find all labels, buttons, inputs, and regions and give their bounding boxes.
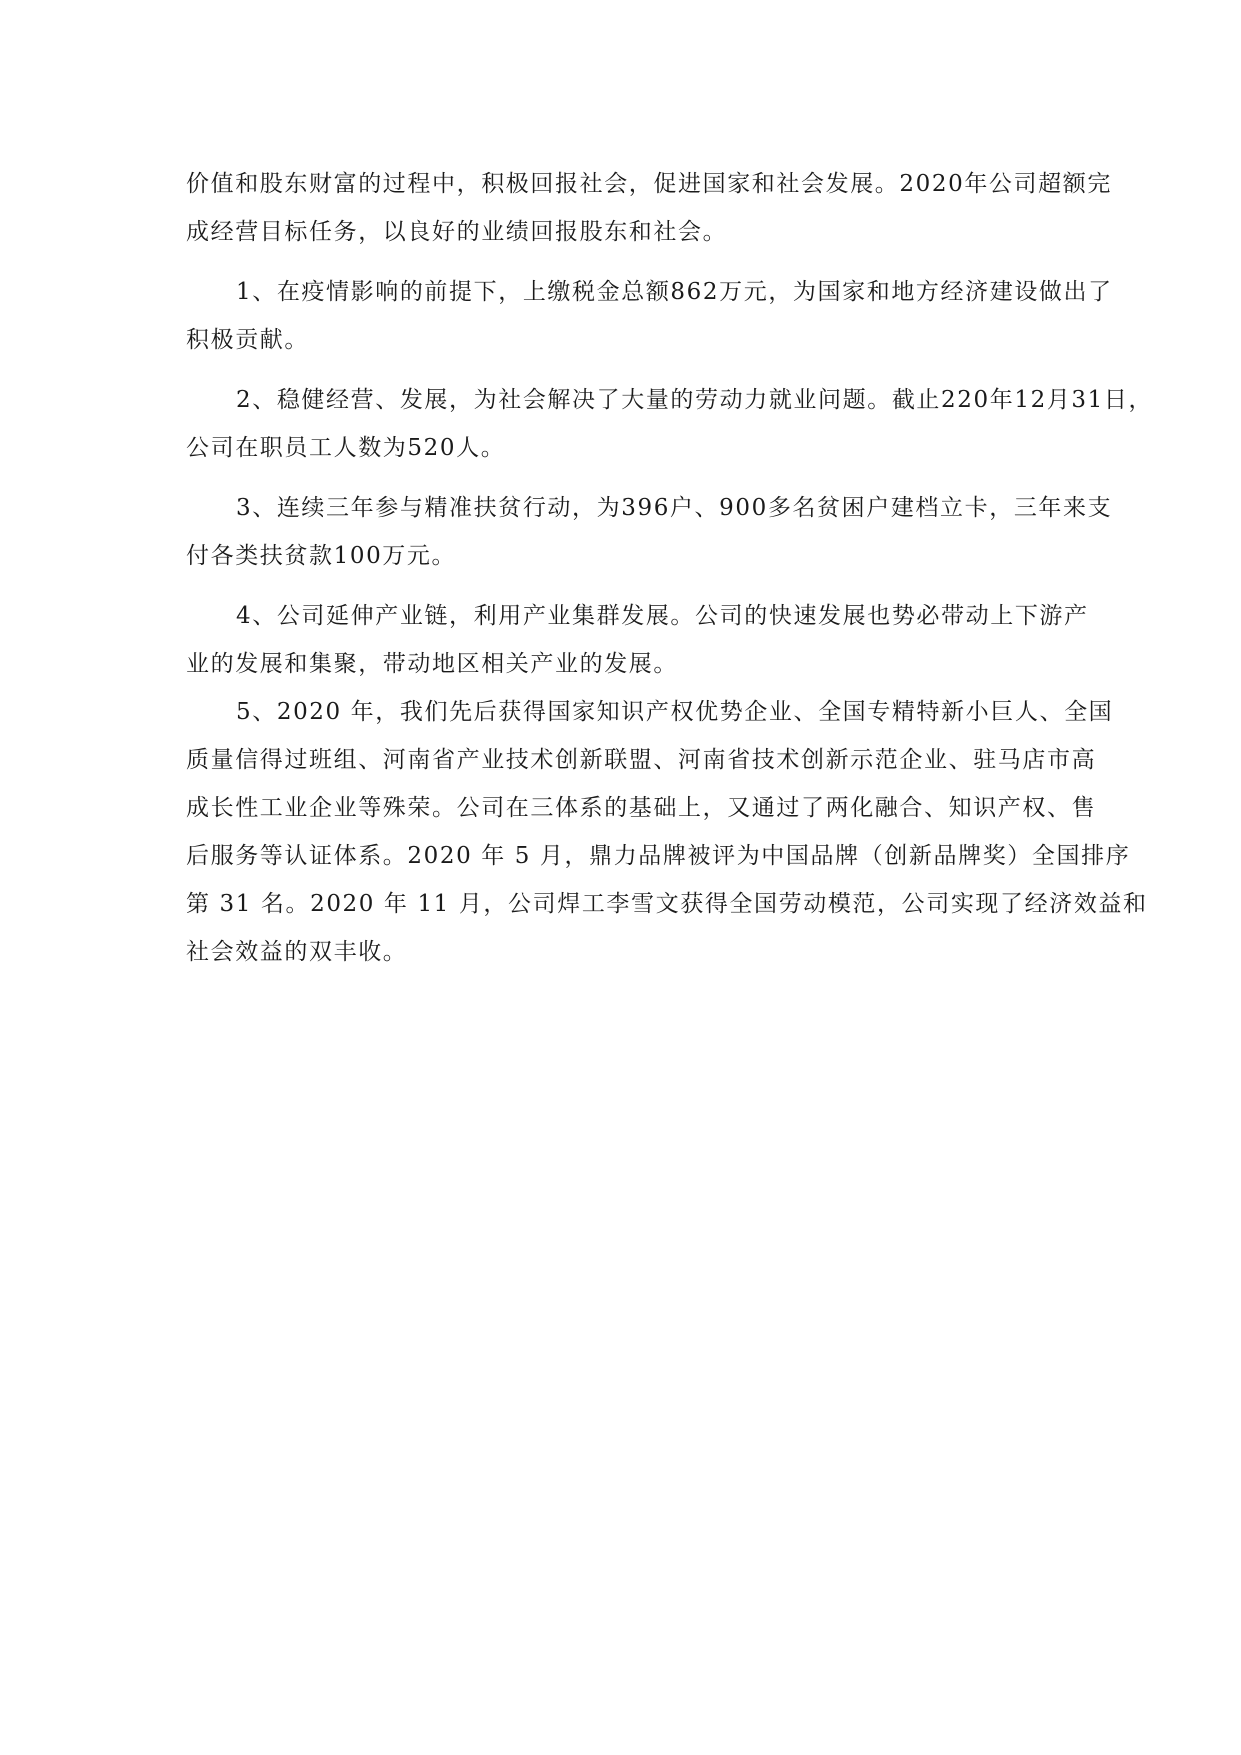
text-line: 质量信得过班组、河南省产业技术创新联盟、河南省技术创新示范企业、驻马店市高 <box>186 747 1097 773</box>
text-line: 第 31 名。2020 年 11 月，公司焊工李雪文获得全国劳动模范，公司实现了经济效益和 <box>186 891 1148 917</box>
paragraph-item-3 <box>186 484 1113 580</box>
text-line: 付各类扶贫款100万元。 <box>186 543 457 569</box>
paragraph-item-4 <box>186 592 1102 688</box>
paragraph-intro-continued <box>186 160 1112 256</box>
text-line: 成经营目标任务，以良好的业绩回报股东和社会。 <box>186 219 728 245</box>
text-line: 1、在疫情影响的前提下，上缴税金总额862万元，为国家和地方经济建设做出了 <box>236 279 1113 305</box>
text-line: 3、连续三年参与精准扶贫行动，为396户、900多名贫困户建档立卡，三年来支 <box>236 495 1113 521</box>
text-line: 2、稳健经营、发展，为社会解决了大量的劳动力就业问题。截止220年12月31日， <box>236 387 1154 413</box>
text-line: 业的发展和集聚，带动地区相关产业的发展。 <box>186 651 678 677</box>
paragraph-item-2 <box>186 376 1154 472</box>
text-line: 4、公司延伸产业链，利用产业集群发展。公司的快速发展也势必带动上下游产 <box>236 603 1089 629</box>
text-line: 成长性工业企业等殊荣。公司在三体系的基础上，又通过了两化融合、知识产权、售 <box>186 795 1097 821</box>
text-line: 社会效益的双丰收。 <box>186 939 408 965</box>
document-page <box>186 160 1154 976</box>
text-line: 公司在职员工人数为520人。 <box>186 435 506 461</box>
paragraph-item-1 <box>186 268 1113 364</box>
text-line: 后服务等认证体系。2020 年 5 月，鼎力品牌被评为中国品牌（创新品牌奖）全国排序 <box>186 843 1131 869</box>
text-line: 积极贡献。 <box>186 327 309 353</box>
paragraph-item-5 <box>186 688 1148 976</box>
text-line: 价值和股东财富的过程中，积极回报社会，促进国家和社会发展。2020年公司超额完 <box>186 171 1112 197</box>
text-line: 5、2020 年，我们先后获得国家知识产权优势企业、全国专精特新小巨人、全国 <box>236 699 1114 725</box>
